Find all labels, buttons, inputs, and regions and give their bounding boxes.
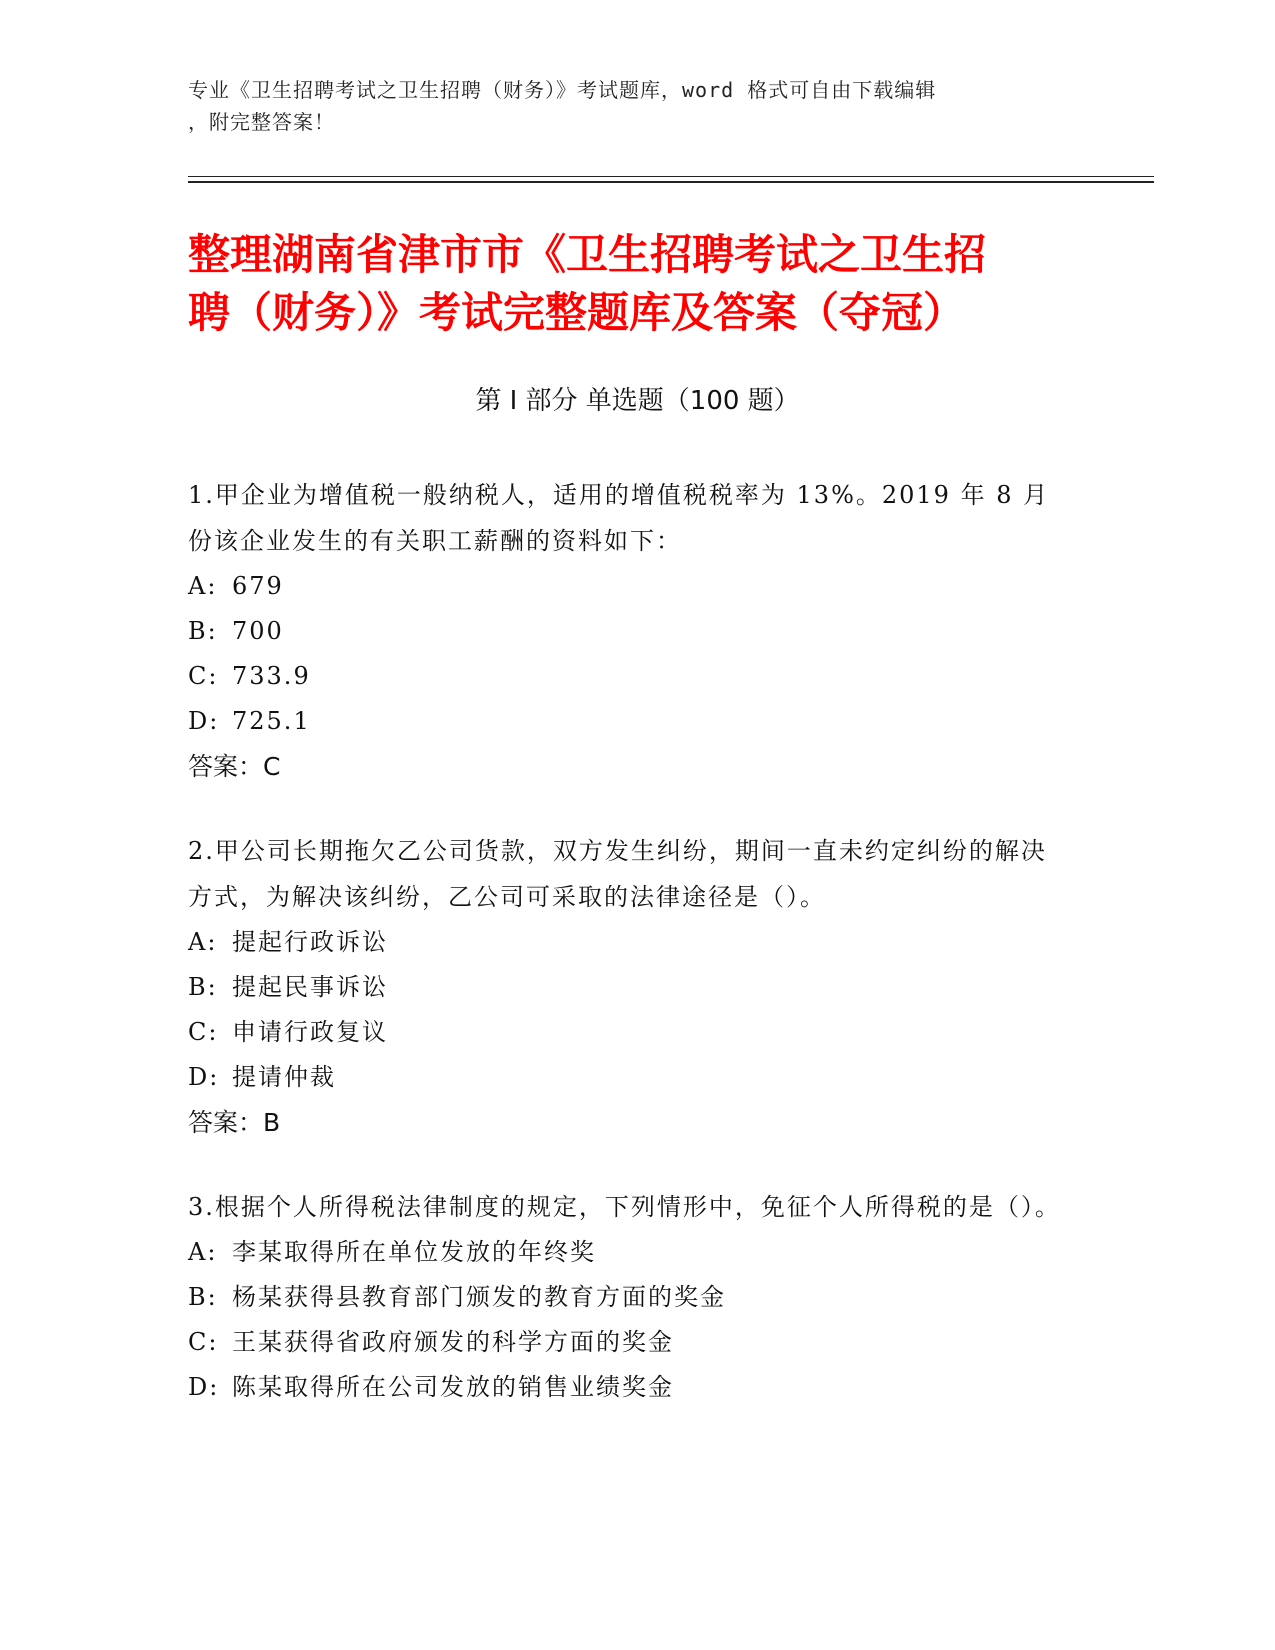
- header-divider-thick: [188, 181, 1154, 183]
- option-letter: B:: [188, 1283, 218, 1311]
- option-letter: D:: [188, 1373, 220, 1401]
- option-c: [188, 654, 1068, 699]
- option-letter: B:: [188, 617, 218, 645]
- option-letter: A:: [188, 928, 218, 956]
- option-text: 733.9: [232, 662, 311, 690]
- option-letter: D:: [188, 1063, 220, 1091]
- option-text: 提起行政诉讼: [232, 928, 388, 956]
- option-a: [188, 564, 1068, 609]
- answer-line: 答案：C: [188, 752, 281, 781]
- question-1: [188, 472, 1068, 790]
- question-text: 1.甲企业为增值税一般纳税人，适用的增值税税率为 13%。2019 年 8 月份该企业发生的有关职工薪酬的资料如下：: [188, 481, 1050, 555]
- option-text: 陈某取得所在公司发放的销售业绩奖金: [232, 1373, 674, 1401]
- option-letter: A:: [188, 1238, 218, 1266]
- option-text: 王某获得省政府颁发的科学方面的奖金: [232, 1328, 674, 1356]
- question-list: [188, 472, 1068, 1448]
- document-title-line-2: 聘（财务）》考试完整题库及答案（夺冠）: [188, 288, 966, 337]
- header-divider-thin: [188, 176, 1154, 177]
- option-b: [188, 965, 1068, 1010]
- option-b: [188, 609, 1068, 654]
- option-text: 提请仲裁: [232, 1063, 336, 1091]
- option-letter: A:: [188, 572, 218, 600]
- option-b: [188, 1275, 1068, 1320]
- question-text: 2.甲公司长期拖欠乙公司货款，双方发生纠纷，期间一直未约定纠纷的解决方式，为解决该纠纷，乙公司可采取的法律途径是（）。: [188, 837, 1047, 911]
- option-c: [188, 1010, 1068, 1055]
- question-2: [188, 828, 1068, 1146]
- document-title-line-1: 整理湖南省津市市《卫生招聘考试之卫生招: [188, 230, 987, 279]
- option-text: 725.1: [232, 707, 311, 735]
- header-note-line-2: ，附完整答案！: [188, 110, 335, 134]
- option-letter: B:: [188, 973, 218, 1001]
- header-note-line-1: 专业《卫生招聘考试之卫生招聘（财务）》考试题库，word 格式可自由下载编辑: [188, 78, 937, 102]
- option-letter: D:: [188, 707, 220, 735]
- header-note: [188, 74, 1088, 138]
- option-letter: C:: [188, 1328, 219, 1356]
- answer-line: 答案：B: [188, 1108, 281, 1137]
- option-a: [188, 1230, 1068, 1275]
- option-d: [188, 1055, 1068, 1100]
- question-3: [188, 1184, 1068, 1410]
- option-letter: C:: [188, 1018, 219, 1046]
- option-text: 李某取得所在单位发放的年终奖: [232, 1238, 596, 1266]
- option-d: [188, 699, 1068, 744]
- section-heading: 第 I 部分 单选题（100 题）: [475, 386, 800, 416]
- option-c: [188, 1320, 1068, 1365]
- option-d: [188, 1365, 1068, 1410]
- option-letter: C:: [188, 662, 219, 690]
- option-text: 杨某获得县教育部门颁发的教育方面的奖金: [232, 1283, 726, 1311]
- document-title: [188, 226, 1088, 342]
- option-text: 679: [232, 572, 284, 600]
- option-a: [188, 920, 1068, 965]
- option-text: 提起民事诉讼: [232, 973, 388, 1001]
- option-text: 申请行政复议: [232, 1018, 388, 1046]
- option-text: 700: [232, 617, 284, 645]
- question-text: 3.根据个人所得税法律制度的规定，下列情形中，免征个人所得税的是（）。: [188, 1193, 1061, 1221]
